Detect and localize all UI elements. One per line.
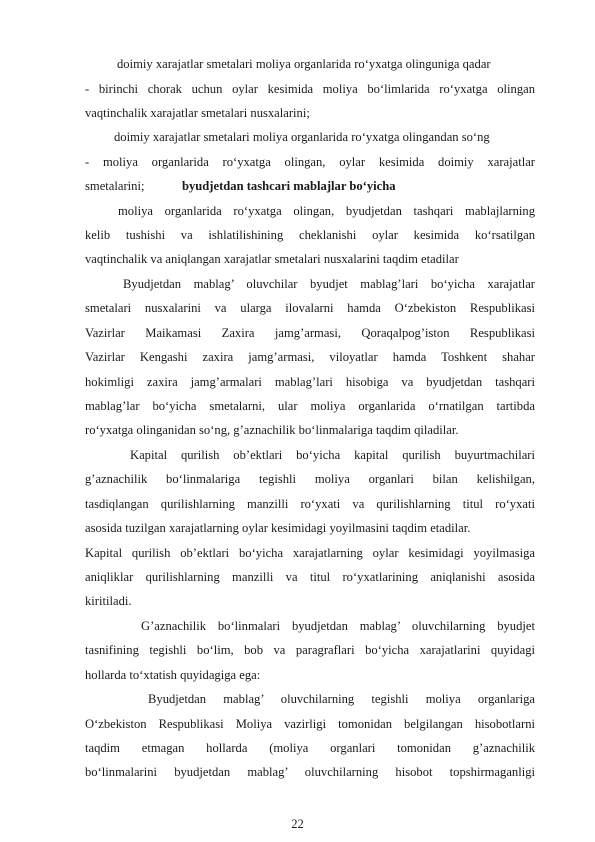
text-line: hokimligi zaxira jamg’armalari mablag’lari hisobiga va byudjetdan tashqari	[85, 375, 535, 389]
text-line: Vazirlar Maikamasi Zaxira jamg’armasi, Qoraqalpog’iston Respublikasi	[85, 326, 535, 340]
text-line: vaqtinchalik va aniqlangan xarajatlar smetalari nusxalarini taqdim etadilar	[85, 252, 459, 266]
text-line: - birinchi chorak uchun oylar kesimida moliya bo‘limlarida ro‘yxatga olingan	[85, 82, 535, 96]
section-heading: byudjetdan tashcari mablajlar bo‘yicha	[182, 179, 396, 193]
text-line: vaqtinchalik xarajatlar smetalari nusxalarini;	[85, 106, 310, 120]
text-line: tasdiqlangan qurilishlarning manzilli ro‘yxati va qurilishlarning titul ro‘yxati	[85, 497, 535, 511]
text-line: aniqliklar qurilishlarning manzilli va titul ro‘yxatlarining aniqlanishi asosida	[85, 570, 535, 584]
text-line: smetalarini;	[85, 179, 145, 193]
text-line: - moliya organlarida ro‘yxatga olingan, oylar kesimida doimiy xarajatlar	[85, 155, 535, 169]
text-line: asosida tuzilgan xarajatlarning oylar kesimidagi yoyilmasini taqdim etadilar.	[85, 521, 471, 535]
text-line: kelib tushishi va ishlatilishining cheklanishi oylar kesimida ko‘rsatilgan	[85, 228, 535, 242]
text-line: moliya organlarida ro‘yxatga olingan, byudjetdan tashqari mablajlarning	[118, 204, 535, 218]
text-line: smetalari nusxalarini va ularga ilovalarni hamda O‘zbekiston Respublikasi	[85, 301, 535, 315]
text-line: Kapital qurilish ob’ektlari bo‘yicha xarajatlarning oylar kesimidagi yoyilmasiga	[85, 546, 535, 560]
text-line: doimiy xarajatlar smetalari moliya organlarida ro‘yxatga olinguniga qadar	[117, 57, 491, 71]
text-line: tasnifining tegishli bo‘lim, bob va paragraflari bo‘yicha xarajatlarini quyidagi	[85, 643, 535, 657]
text-line: hollarda to‘xtatish quyidagiga ega:	[85, 668, 261, 682]
text-line: Byudjetdan mablag’ oluvchilar byudjet mablag’lari bo‘yicha xarajatlar	[123, 277, 535, 291]
text-line: doimiy xarajatlar smetalari moliya organlarida ro‘yxatga olingandan so‘ng	[114, 130, 490, 144]
text-line: Kapital qurilish ob’ektlari bo‘yicha kapital qurilish buyurtmachilari	[130, 448, 535, 462]
text-line: taqdim etmagan hollarda (moliya organlari tomonidan g’aznachilik	[85, 741, 535, 755]
text-line: G’aznachilik bo‘linmalari byudjetdan mablag’ oluvchilarning byudjet	[141, 619, 535, 633]
page-number: 22	[291, 817, 304, 831]
text-line: Byudjetdan mablag’ oluvchilarning tegishli moliya organlariga	[148, 692, 535, 706]
text-line: Vazirlar Kengashi zaxira jamg’armasi, viloyatlar hamda Toshkent shahar	[85, 350, 535, 364]
text-line: g’aznachilik bo‘linmalariga tegishli moliya organlari bilan kelishilgan,	[85, 472, 535, 486]
text-line: ro‘yxatga olinganidan so‘ng, g’aznachilik bo‘linmalariga taqdim qiladilar.	[85, 423, 459, 437]
text-line: mablag’lar bo‘yicha smetalarni, ular moliya organlarida o‘rnatilgan tartibda	[85, 399, 535, 413]
text-line: O‘zbekiston Respublikasi Moliya vazirligi tomonidan belgilangan hisobotlarni	[85, 717, 535, 731]
text-line: bo‘linmalarini byudjetdan mablag’ oluvchilarning hisobot topshirmaganligi	[85, 765, 535, 779]
text-line: kiritiladi.	[85, 594, 132, 608]
